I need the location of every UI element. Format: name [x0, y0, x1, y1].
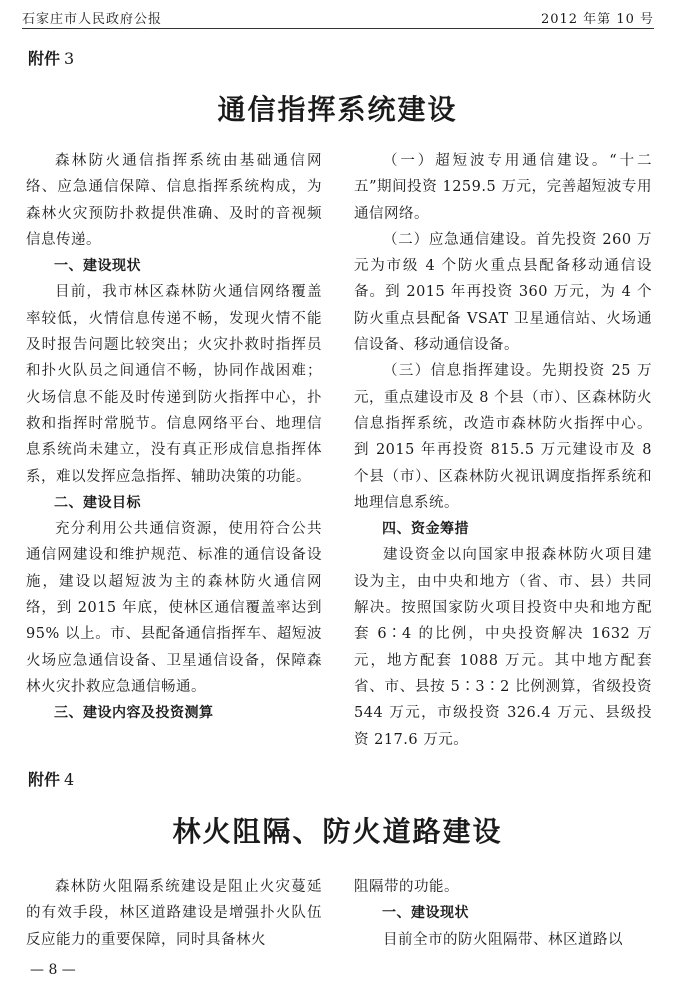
section-heading: 四、资金筹措 [382, 521, 469, 538]
attachment-3-right-column [354, 148, 652, 753]
attachment-4-title: 林火阻隔、防火道路建设 [172, 815, 503, 848]
page-header [22, 6, 654, 29]
attachment-3-title: 通信指挥系统建设 [217, 93, 458, 126]
section-heading: 三、建设内容及投资测算 [54, 705, 214, 722]
page-number: — 8 — [30, 962, 76, 978]
attachment-4-left-column [26, 874, 322, 953]
section-heading: 一、建设现状 [54, 258, 141, 275]
section-heading: 一、建设现状 [382, 905, 469, 922]
paragraph: （三）信息指挥建设。先期投资 25 万元，重点建设市及 8 个县（市）、区森林防火信息指挥系统，改造市森林防火指挥中心。到 2015 年再投资 815.5 万元建设市及 8 个县（市）、区森林防火视讯调度指挥系统和地理信息系统。 [354, 363, 652, 511]
paragraph: （一）超短波专用通信建设。“十二五”期间投资 1259.5 万元，完善超短波专用通信网络。 [354, 153, 652, 222]
attachment-4-label: 附件 4 [28, 770, 75, 789]
paragraph: 建设资金以向国家申报森林防火项目建设为主，由中央和地方（省、市、县）共同解决。按照国家防火项目投资中央和地方配套 6∶4 的比例，中央投资解决 1632 万元，地方配套 1088 万元。其中地方配套省、市、县按 5∶3∶2 比例测算，省级投资 544 万元，市级投资 326.4 万元、县级投资 217.6 万元。 [354, 547, 652, 748]
attachment-3-left-column [26, 148, 322, 727]
paragraph: 目前全市的防火阻隔带、林区道路以 [383, 931, 623, 948]
publication-name: 石家庄市人民政府公报 [22, 12, 163, 27]
paragraph: 森林防火通信指挥系统由基础通信网络、应急通信保障、信息指挥系统构成，为森林火灾预防扑救提供准确、及时的音视频信息传递。 [26, 153, 322, 248]
paragraph: 森林防火阻隔系统建设是阻止火灾蔓延的有效手段，林区道路建设是增强扑火队伍反应能力的重要保障，同时具备林火 [26, 879, 322, 948]
paragraph: 充分利用公共通信资源，使用符合公共通信网建设和维护规范、标准的通信设备设施，建设以超短波为主的森林防火通信网络，到 2015 年底，使林区通信覆盖率达到 95% 以上。市、县配备通信指挥车、超短波火场应急通信设备、卫星通信设备，保障森林火灾扑救应急通信畅通。 [26, 521, 322, 695]
section-heading: 二、建设目标 [54, 494, 141, 511]
attachment-3-label: 附件 3 [28, 49, 75, 68]
paragraph: 目前，我市林区森林防火通信网络覆盖率较低，火情信息传递不畅，发现火情不能及时报告问题比较突出；火灾扑救时指挥员和扑火队员之间通信不畅，协同作战困难；火场信息不能及时传递到防火指挥中心，扑救和指挥时常脱节。信息网络平台、地理信息系统尚未建立，没有真正形成信息指挥体系，难以发挥应急指挥、辅助决策的功能。 [26, 284, 322, 485]
paragraph: （二）应急通信建设。首先投资 260 万元为市级 4 个防火重点县配备移动通信设备。到 2015 年再投资 360 万元，为 4 个防火重点县配备 VSAT 卫星通信站、火场通信设备、移动通信设备。 [354, 231, 652, 354]
paragraph-continuation: 阻隔带的功能。 [354, 879, 459, 895]
attachment-4-right-column [354, 874, 652, 953]
issue-number: 2012 年第 10 号 [540, 12, 654, 27]
